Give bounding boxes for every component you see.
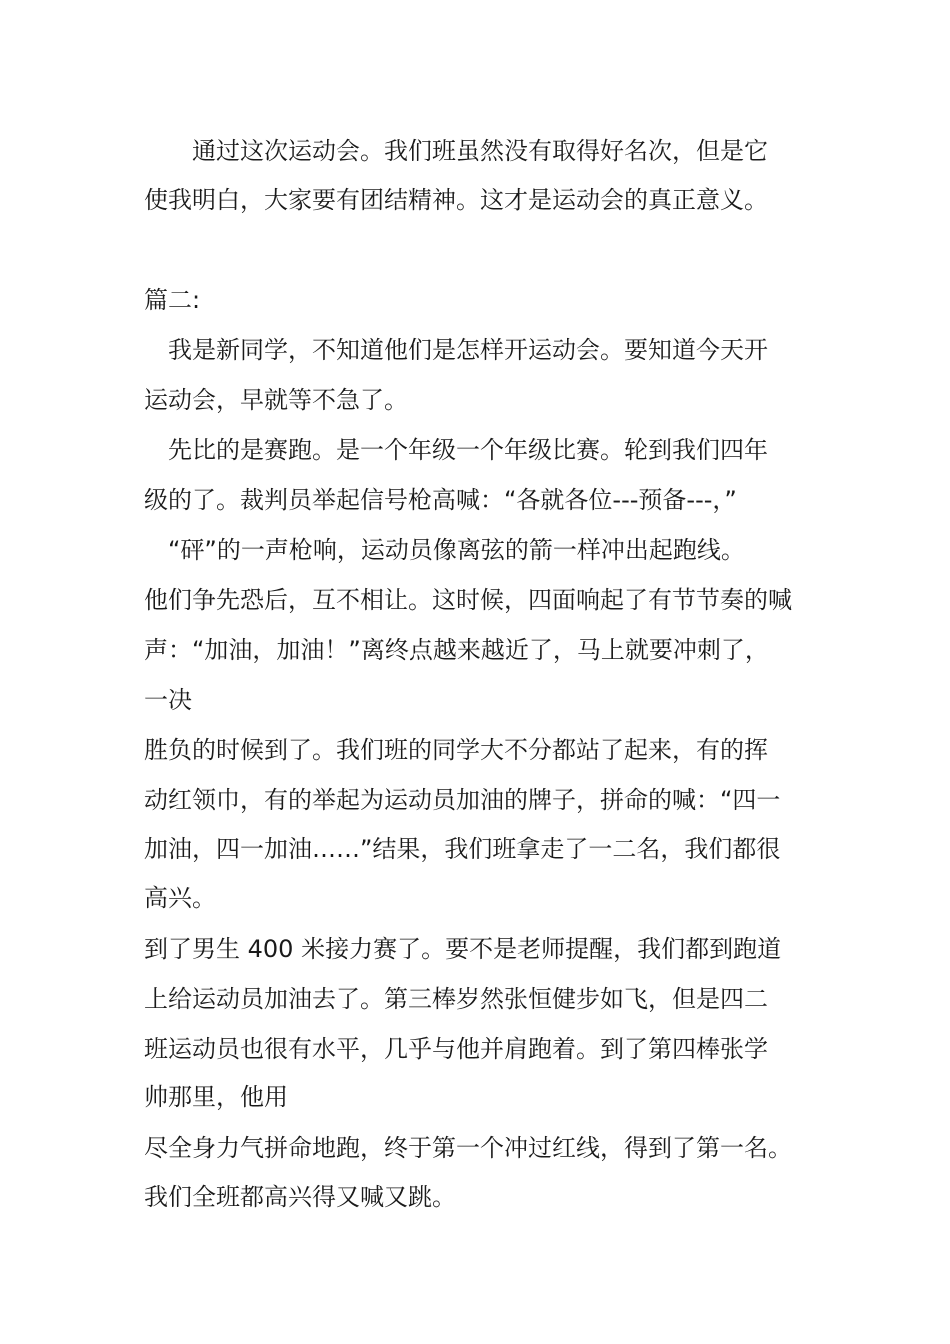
text-line: 级的了。裁判员举起信号枪高喊：“各就各位---预备---，”: [144, 486, 737, 514]
text-line: 通过这次运动会。我们班虽然没有取得好名次，但是它: [144, 137, 768, 165]
section-heading: 篇二:: [144, 286, 201, 314]
text-line: 使我明白，大家要有团结精神。这才是运动会的真正意义。: [144, 186, 768, 214]
text-line: 我们全班都高兴得又喊又跳。: [144, 1183, 456, 1211]
text-line: 到了男生 400 米接力赛了。要不是老师提醒，我们都到跑道: [144, 935, 782, 963]
text-line: 先比的是赛跑。是一个年级一个年级比赛。轮到我们四年: [144, 436, 768, 464]
text-line: 动红领巾，有的举起为运动员加油的牌子，拼命的喊：“四一: [144, 786, 781, 814]
text-line: 他们争先恐后，互不相让。这时候，四面响起了有节节奏的喊: [144, 586, 792, 614]
text-line: 帅那里，他用: [144, 1083, 288, 1111]
text-line: 班运动员也很有水平，几乎与他并肩跑着。到了第四棒张学: [144, 1035, 768, 1063]
text-line: 一决: [144, 686, 192, 714]
text-line: 运动会，早就等不急了。: [144, 386, 408, 414]
text-line: 加油，四一加油……”结果，我们班拿走了一二名，我们都很: [144, 835, 781, 863]
text-line: 我是新同学，不知道他们是怎样开运动会。要知道今天开: [144, 336, 768, 364]
text-line: “砰”的一声枪响，运动员像离弦的箭一样冲出起跑线。: [144, 536, 745, 564]
text-line: 上给运动员加油去了。第三棒岁然张恒健步如飞，但是四二: [144, 985, 768, 1013]
text-line: 高兴。: [144, 884, 216, 912]
text-line: 胜负的时候到了。我们班的同学大不分都站了起来，有的挥: [144, 736, 768, 764]
text-line: 声：“加油，加油！”离终点越来越近了，马上就要冲刺了，: [144, 636, 769, 664]
text-line: 尽全身力气拼命地跑，终于第一个冲过红线，得到了第一名。: [144, 1134, 792, 1162]
